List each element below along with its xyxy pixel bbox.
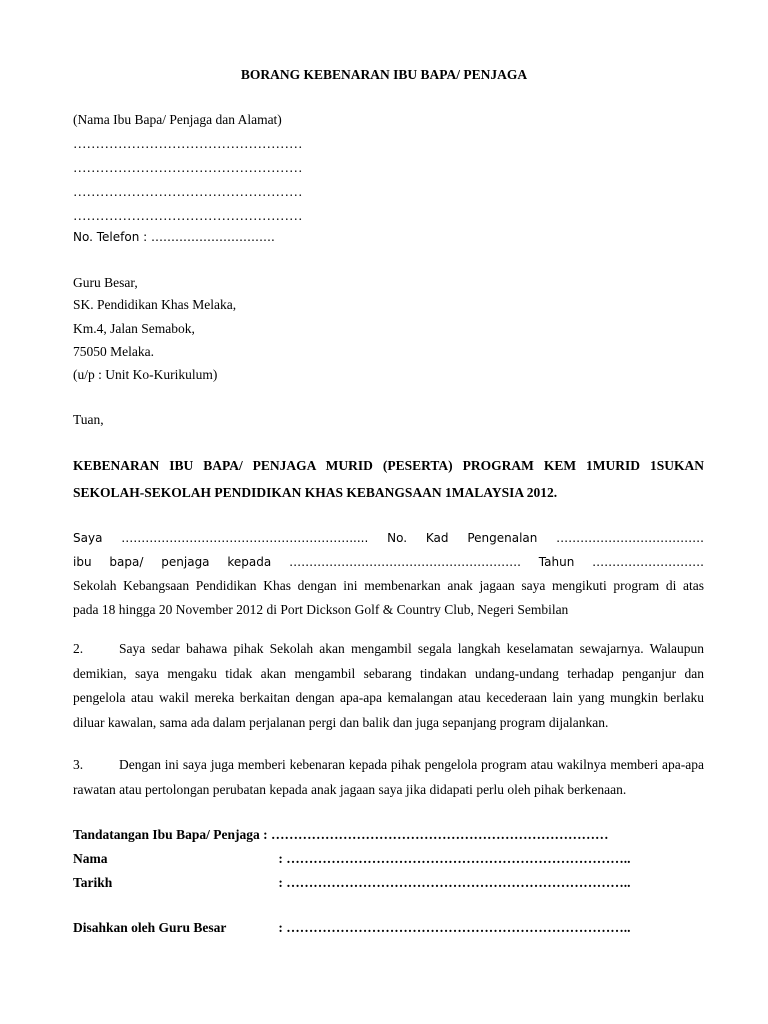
date-label: Tarikh [73,875,113,890]
declaration-line-1: Saya …………………………………………………..... No. Kad Pengenalan ………………………………. [73,531,704,545]
parent-dot-line-1: …………………………………………… [73,136,303,151]
name-label: Nama [73,851,108,866]
name-row [73,850,631,868]
date-row [73,874,631,892]
parent-dot-line-4: …………………………………………… [73,208,303,223]
date-field[interactable]: : ………………………………………………………………….. [278,875,631,890]
headmaster-label: Disahkan oleh Guru Besar [73,920,227,935]
paragraph-3-text: Dengan ini saya juga memberi kebenaran kepada pihak pengelola program atau wakilnya memberi apa-apa rawatan atau pertolongan perubatan kepada anak jagaan saya jika didapati perlu oleh pihak berkenaan. [73,757,704,797]
address-line-4: 75050 Melaka. [73,344,154,359]
address-line-1: Guru Besar, [73,275,138,290]
paragraph-3 [73,753,704,802]
parent-signature-row [73,826,608,844]
subject-line-2: SEKOLAH-SEKOLAH PENDIDIKAN KHAS KEBANGSAAN 1MALAYSIA 2012. [73,485,558,500]
parent-signature-field[interactable]: : ………………………………………………………………… [263,827,609,842]
parent-dot-line-3: …………………………………………… [73,184,303,199]
address-line-2: SK. Pendidikan Khas Melaka, [73,297,237,312]
headmaster-field[interactable]: : ………………………………………………………………….. [278,920,631,935]
paragraph-2-number: 2. [73,641,84,656]
salutation: Tuan, [73,412,104,427]
form-title: BORANG KEBENARAN IBU BAPA/ PENJAGA [240,67,528,82]
declaration-line-2: ibu bapa/ penjaga kepada …………………………………………………. Tahun ………………………. [73,555,704,569]
subject-line-1: KEBENARAN IBU BAPA/ PENJAGA MURID (PESERTA) PROGRAM KEM 1MURID 1SUKAN [73,458,704,473]
telefon-line [73,228,275,246]
paragraph-2-text: Saya sedar bahawa pihak Sekolah akan mengambil segala langkah keselamatan sewajarnya. Walaupun demikian, saya mengaku tidak akan mengambil sebarang tindakan undang-undang terhadap penganjur dan pengelola atau wakil mereka berkaitan dengan apa-apa kemalangan atau kecederaan lain yang mungkin berlaku diluar kawalan, sama ada dalam perjalanan pergi dan balik dan juga sepanjang program dijalankan. [73,641,704,730]
paragraph-3-number: 3. [73,757,84,772]
subject-heading [73,454,704,505]
declaration [73,526,704,622]
address-line-3: Km.4, Jalan Semabok, [73,321,195,336]
headmaster-row [73,919,631,937]
telefon-dots: …………………………. [150,230,275,244]
address-line-5: (u/p : Unit Ko-Kurikulum) [73,367,218,382]
parent-heading: (Nama Ibu Bapa/ Penjaga dan Alamat) [73,112,282,127]
parent-dot-line-2: …………………………………………… [73,160,303,175]
declaration-line-4: pada 18 hingga 20 November 2012 di Port Dickson Golf & Country Club, Negeri Sembilan [73,602,569,617]
name-field[interactable]: : ………………………………………………………………….. [278,851,631,866]
parent-signature-label: Tandatangan Ibu Bapa/ Penjaga [73,827,260,842]
declaration-line-3: Sekolah Kebangsaan Pendidikan Khas dengan ini membenarkan anak jagaan saya mengikuti program di atas [73,578,704,593]
paragraph-2 [73,637,704,735]
telefon-label: No. Telefon : [73,230,148,244]
